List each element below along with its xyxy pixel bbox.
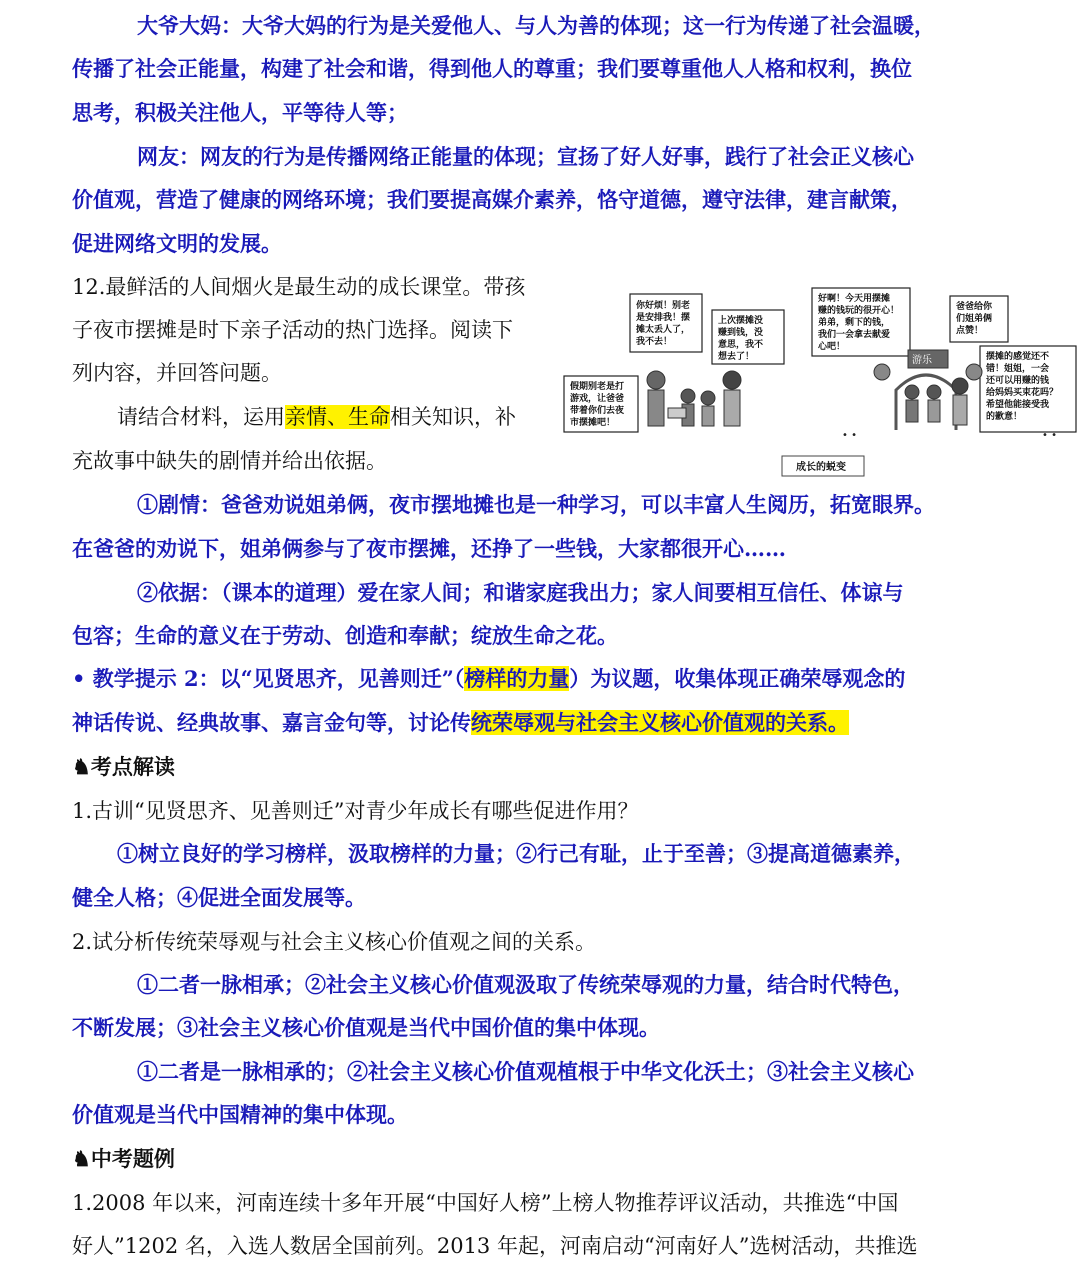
question-12-prompt-line-1 (117, 401, 516, 433)
exam-question-1: 1.古训“见贤思齐、见善则迁”对青少年成长有哪些促进作用？ (72, 799, 639, 823)
question-12-line-2: 子夜市摆摊是时下亲子活动的热门选择。阅读下 (72, 318, 513, 342)
tip-text-pre: • 教学提示 2：以“见贤思齐，见善则迁”（ (72, 666, 465, 691)
speech-bubble-6-text: 摆摊的感觉还不 错！姐姐，一会 还可以用赚的钱 给妈妈买束花吗？ 希望他能接受我 的歉意！ (986, 352, 1059, 422)
tip-text-post: ）为议题，收集体现正确荣辱观念的 (569, 666, 906, 691)
exam-question-2: 2.试分析传统荣辱观与社会主义核心价值观之间的关系。 (72, 930, 597, 954)
speech-bubble-3-text: 假期别老是打 游戏，让爸爸 带着你们去夜 市摆摊吧！ (570, 382, 625, 428)
tip2-text-pre: 神话传说、经典故事、嘉言金句等，讨论传 (72, 710, 471, 735)
caption-text: 成长的蜕变 (796, 462, 846, 473)
comic-illustration (556, 280, 1080, 480)
text-line-4: 网友：网友的行为是传播网络正能量的体现；宣扬了好人好事，践行了社会正义核心 (137, 144, 914, 169)
exam-answer-2a-line-1: ①二者一脉相承；②社会主义核心价值观汲取了传统荣辱观的力量，结合时代特色， (137, 972, 914, 997)
teaching-tip-line-1 (72, 663, 905, 695)
speech-bubble-5-text: 爸爸给你 们姐弟俩 点赞！ (956, 302, 993, 336)
prompt-highlight: 亲情、生命 (285, 405, 390, 429)
ellipsis-dots-right: • • (1042, 430, 1057, 441)
prompt-text-post: 相关知识，补 (390, 405, 516, 429)
tip-highlight: 榜样的力量 (464, 666, 570, 691)
amusement-sign: 游乐 (912, 355, 932, 366)
answer-plot-line-2: 在爸爸的劝说下，姐弟俩参与了夜市摆摊，还挣了一些钱，大家都很开心…… (72, 536, 786, 561)
question-12-prompt-line-2: 充故事中缺失的剧情并给出依据。 (72, 449, 387, 473)
question-12-line-1: 12.最鲜活的人间烟火是最生动的成长课堂。带孩 (72, 275, 526, 299)
text-line-5: 价值观，营造了健康的网络环境；我们要提高媒介素养，恪守道德，遵守法律，建言献策， (72, 187, 912, 212)
exam-answer-2b-line-1: ①二者是一脉相承的；②社会主义核心价值观植根于中华文化沃土；③社会主义核心 (137, 1059, 914, 1084)
answer-basis-line-2: 包容；生命的意义在于劳动、创造和奉献；绽放生命之花。 (72, 623, 618, 648)
text-line-1: 大爷大妈：大爷大妈的行为是关爱他人、与人为善的体现；这一行为传递了社会温暖， (137, 13, 935, 38)
section-heading-exam-examples: ♞中考题例 (72, 1146, 175, 1171)
speech-bubble-2-text: 上次摆摊没 赚到钱，没 意思，我不 想去了！ (718, 316, 764, 362)
text-line-2: 传播了社会正能量，构建了社会和谐，得到他人的尊重；我们要尊重他人人格和权利，换位 (72, 56, 912, 81)
speech-bubble-4-text: 好啊！今天用摆摊 赚的钱玩的很开心！ 弟弟，剩下的钱， 我们一会拿去献爱 心吧！ (818, 294, 900, 352)
exam-answer-2b-line-2: 价值观是当代中国精神的集中体现。 (72, 1102, 408, 1127)
family-figures-left (647, 371, 741, 426)
answer-basis-line-1: ②依据：（课本的道理）爱在家人间；和谐家庭我出力；家人间要相互信任、体谅与 (137, 580, 904, 605)
text-line-6: 促进网络文明的发展。 (72, 231, 282, 256)
answer-plot-line-1: ①剧情：爸爸劝说姐弟俩，夜市摆地摊也是一种学习，可以丰富人生阅历，拓宽眼界。 (137, 492, 935, 517)
text-line-3: 思考，积极关注他人，平等待人等； (72, 100, 408, 125)
example-line-1: 1.2008 年以来，河南连续十多年开展“中国好人榜”上榜人物推荐评议活动，共推选“中国 (72, 1191, 899, 1215)
teaching-tip-line-2 (72, 707, 849, 739)
example-line-2: 好人”1202 名，入选人数居全国前列。2013 年起，河南启动“河南好人”选树活动，共推选 (72, 1234, 918, 1258)
question-12-line-3: 列内容，并回答问题。 (72, 361, 282, 385)
exam-answer-1-line-1: ①树立良好的学习榜样，汲取榜样的力量；②行己有耻，止于至善；③提高道德素养， (117, 841, 915, 866)
exam-answer-1-line-2: 健全人格；④促进全面发展等。 (72, 885, 366, 910)
section-heading-exam-points: ♞考点解读 (72, 754, 175, 779)
tip2-highlight: 统荣辱观与社会主义核心价值观的关系。 (471, 710, 849, 735)
speech-bubble-1-text: 你好烦！别老 是安排我！摆 摊太丢人了， 我不去！ (636, 301, 691, 347)
ellipsis-dots-left: • • (842, 430, 857, 441)
exam-answer-2a-line-2: 不断发展；③社会主义核心价值观是当代中国价值的集中体现。 (72, 1015, 660, 1040)
prompt-text-pre: 请结合材料，运用 (117, 405, 285, 429)
